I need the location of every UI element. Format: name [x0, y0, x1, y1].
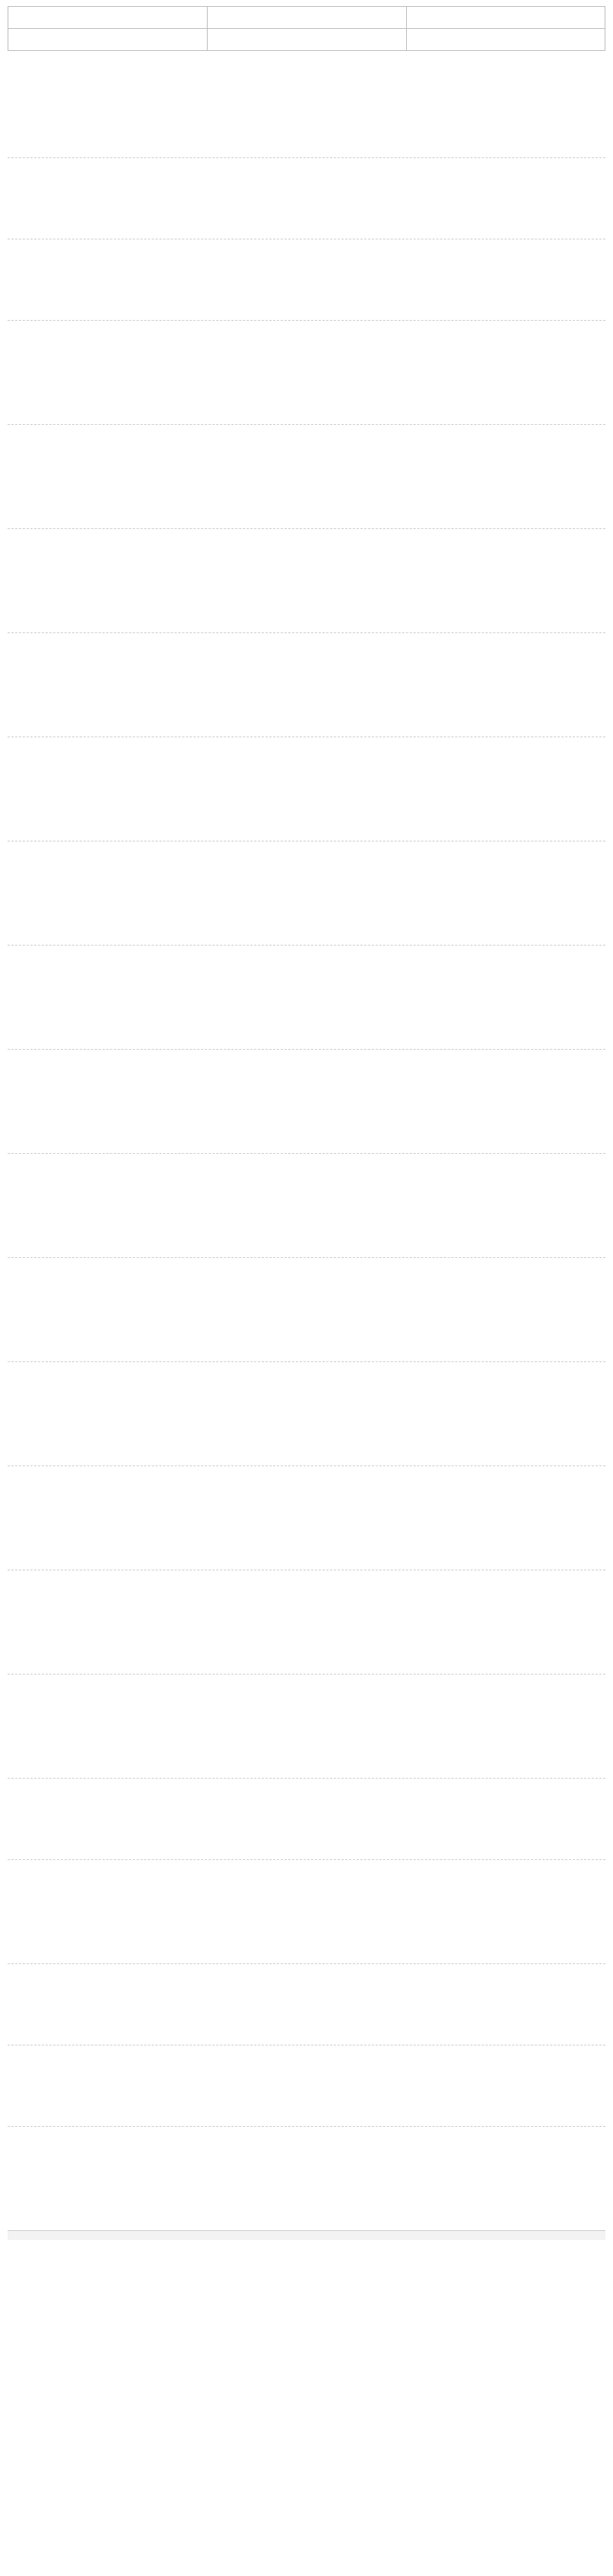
- paragraph-divider: [8, 1257, 605, 1258]
- notice-paragraph: [8, 534, 605, 623]
- paragraph-divider: [8, 1963, 605, 1964]
- paragraph-divider: [8, 945, 605, 946]
- notice-paragraph: [8, 1865, 605, 1954]
- notice-header: [8, 6, 605, 51]
- notice-paragraph: [8, 1471, 605, 1560]
- notice-paragraph: [8, 2050, 605, 2117]
- paragraph-divider: [8, 528, 605, 529]
- paragraph-divider: [8, 157, 605, 158]
- notice-paragraph: [8, 2131, 605, 2221]
- header-cell: [406, 29, 605, 50]
- notice-paragraph: [8, 1575, 605, 1665]
- notice-paragraph: [8, 244, 605, 311]
- page-footer: [8, 2230, 605, 2240]
- notice-paragraph: [8, 1263, 605, 1352]
- notice-paragraph: [8, 1054, 605, 1144]
- paragraph-divider: [8, 2126, 605, 2127]
- paragraph-divider: [8, 1465, 605, 1466]
- notice-paragraph: [8, 846, 605, 936]
- header-cell: [207, 7, 405, 28]
- header-row: [8, 29, 605, 50]
- header-cell: [8, 7, 207, 28]
- notice-paragraph: [8, 742, 605, 832]
- notice-paragraph: [8, 638, 605, 727]
- notice-paragraph: [8, 1367, 605, 1456]
- paragraph-divider: [8, 1674, 605, 1675]
- paragraph-divider: [8, 320, 605, 321]
- notice-paragraph: [8, 325, 605, 415]
- paragraph-divider: [8, 1859, 605, 1860]
- paragraph-divider: [8, 1049, 605, 1050]
- notice-paragraph: [8, 950, 605, 1040]
- notice-paragraph: [8, 1969, 605, 2036]
- header-cell: [207, 29, 405, 50]
- notice-paragraph: [8, 163, 605, 230]
- notice-body: [8, 59, 605, 2221]
- header-cell: [406, 7, 605, 28]
- notice-paragraph: [8, 429, 605, 519]
- paragraph-divider: [8, 632, 605, 633]
- notice-paragraph: [8, 1158, 605, 1248]
- notice-paragraph: [8, 1783, 605, 1850]
- paragraph-divider: [8, 424, 605, 425]
- paragraph-divider: [8, 1361, 605, 1362]
- paragraph-divider: [8, 1778, 605, 1779]
- header-row: [8, 7, 605, 29]
- notice-paragraph: [8, 1679, 605, 1769]
- header-cell: [8, 29, 207, 50]
- notice-paragraph: [8, 59, 605, 148]
- paragraph-divider: [8, 1153, 605, 1154]
